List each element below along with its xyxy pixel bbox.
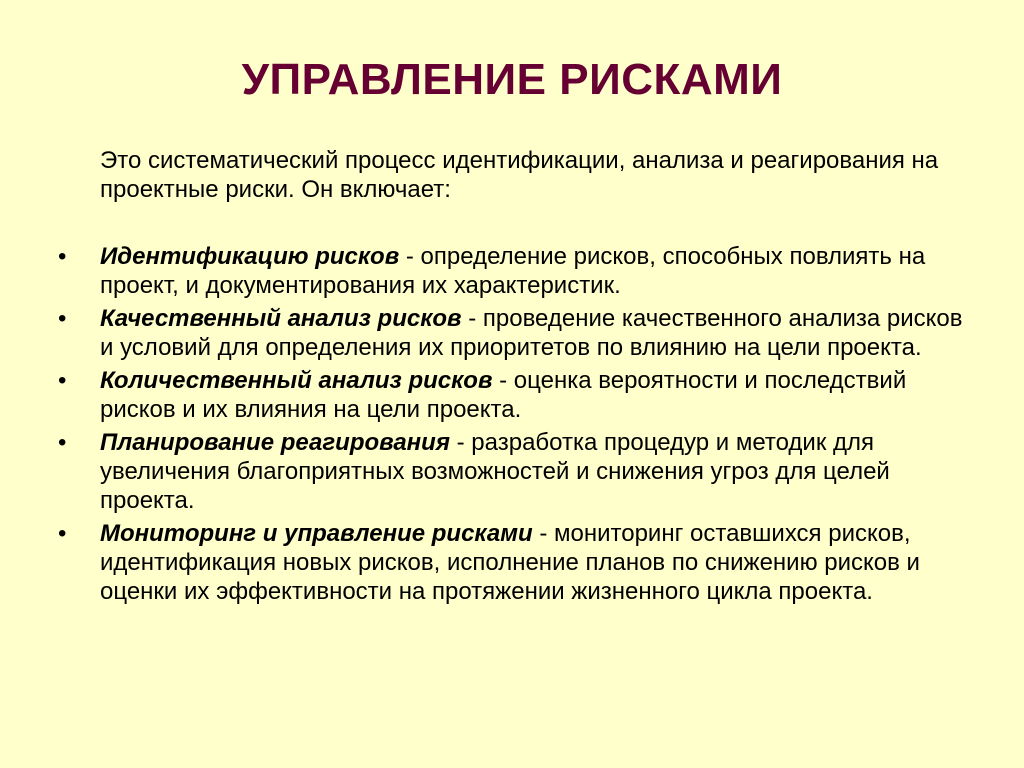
bullet-term: Количественный анализ рисков: [100, 367, 493, 394]
bullet-marker: •: [58, 243, 67, 270]
bullet-item-quantitative-analysis: [58, 366, 978, 424]
bullet-marker: •: [58, 305, 67, 332]
bullet-term: Идентификацию рисков: [100, 243, 400, 270]
bullet-text: - определение рисков, способных повлиять на проект, и документирования их характеристик.: [100, 243, 926, 299]
bullet-item-response-planning: [58, 428, 978, 515]
bullet-marker: •: [58, 367, 67, 394]
bullet-term: Качественный анализ рисков: [100, 305, 462, 332]
bullet-term: Планирование реагирования: [100, 429, 450, 456]
bullet-marker: •: [58, 520, 67, 547]
bullet-item-qualitative-analysis: [58, 304, 978, 362]
bullet-item-identification: [58, 242, 978, 300]
bullet-text: - разработка процедур и методик для увеличения благоприятных возможностей и снижения угроз для целей проекта.: [100, 429, 890, 514]
intro-paragraph: Это систематический процесс идентификации, анализа и реагирования на проектные риски. Он включает:: [100, 147, 939, 203]
bullet-text: - оценка вероятности и последствий рисков и их влияния на цели проекта.: [100, 367, 907, 423]
bullet-text: - мониторинг оставшихся рисков, идентификация новых рисков, исполнение планов по снижению рисков и оценки их эффективности на протяжении жизненного цикла проекта.: [100, 520, 920, 605]
slide-title: УПРАВЛЕНИЕ РИСКАМИ: [241, 55, 783, 104]
bullet-term: Мониторинг и управление рисками: [100, 520, 533, 547]
bullet-item-monitoring-control: [58, 519, 978, 606]
bullet-text: - проведение качественного анализа рисков и условий для определения их приоритетов по влиянию на цели проекта.: [100, 305, 963, 361]
bullet-list: [58, 242, 978, 610]
bullet-marker: •: [58, 429, 67, 456]
